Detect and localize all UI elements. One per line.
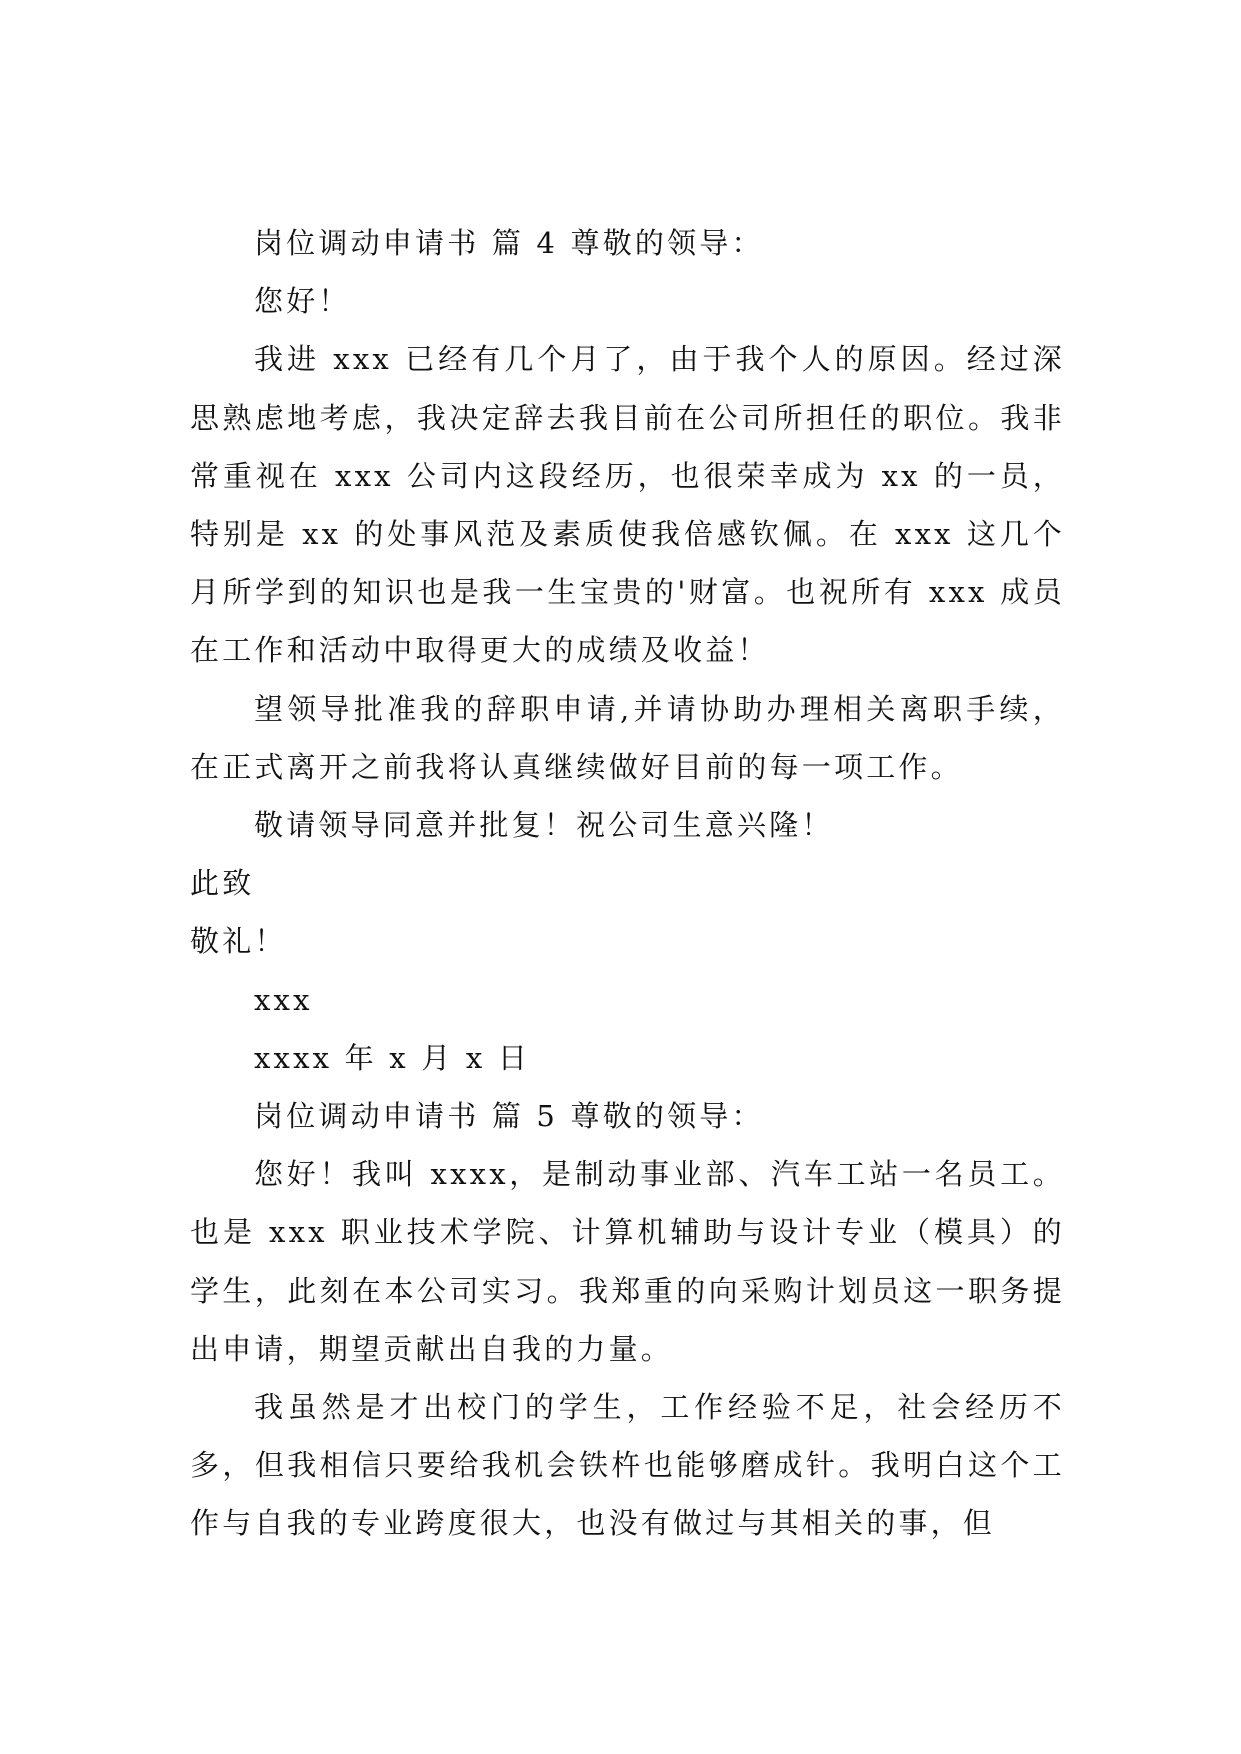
signature-date: xxxx 年 x 月 x 日 [254, 1040, 531, 1075]
body-paragraph: 敬请领导同意并批复！祝公司生意兴隆！ [254, 808, 834, 843]
document-body [190, 214, 1065, 1553]
signature-name: xxx [254, 982, 313, 1017]
body-paragraph: 我虽然是才出校门的学生，工作经验不足，社会经历不多，但我相信只要给我机会铁杵也能够磨成针。我明白这个工作与自我的专业跨度很大，也没有做过与其相关的事，但 [190, 1390, 1065, 1541]
closing-line: 此致 [190, 866, 255, 901]
body-paragraph: 望领导批准我的辞职申请,并请协助办理相关离职手续，在正式离开之前我将认真继续做好目前的每一项工作。 [190, 691, 1065, 784]
body-paragraph: 我进 xxx 已经有几个月了，由于我个人的原因。经过深思熟虑地考虑，我决定辞去我目前在公司所担任的职位。我非常重视在 xxx 公司内这段经历，也很荣幸成为 xx 的一员，特别是 xx 的处事风范及素质使我倍感钦佩。在 xxx 这几个月所学到的知识也是我一生宝贵的'财富。也祝所有 xxx 成员在工作和活动中取得更大的成绩及收益！ [190, 342, 1065, 668]
section-heading-5: 岗位调动申请书 篇 5 尊敬的领导： [254, 1099, 764, 1134]
salutation-line: 敬礼！ [190, 924, 287, 959]
section-heading-4: 岗位调动申请书 篇 4 尊敬的领导： [254, 226, 764, 260]
greeting-paragraph: 您好！ [254, 284, 351, 319]
body-paragraph: 您好！我叫 xxxx，是制动事业部、汽车工站一名员工。也是 xxx 职业技术学院、计算机辅助与设计专业（模具）的学生，此刻在本公司实习。我郑重的向采购计划员这一职务提出申请，期望贡献出自我的力量。 [190, 1157, 1065, 1366]
